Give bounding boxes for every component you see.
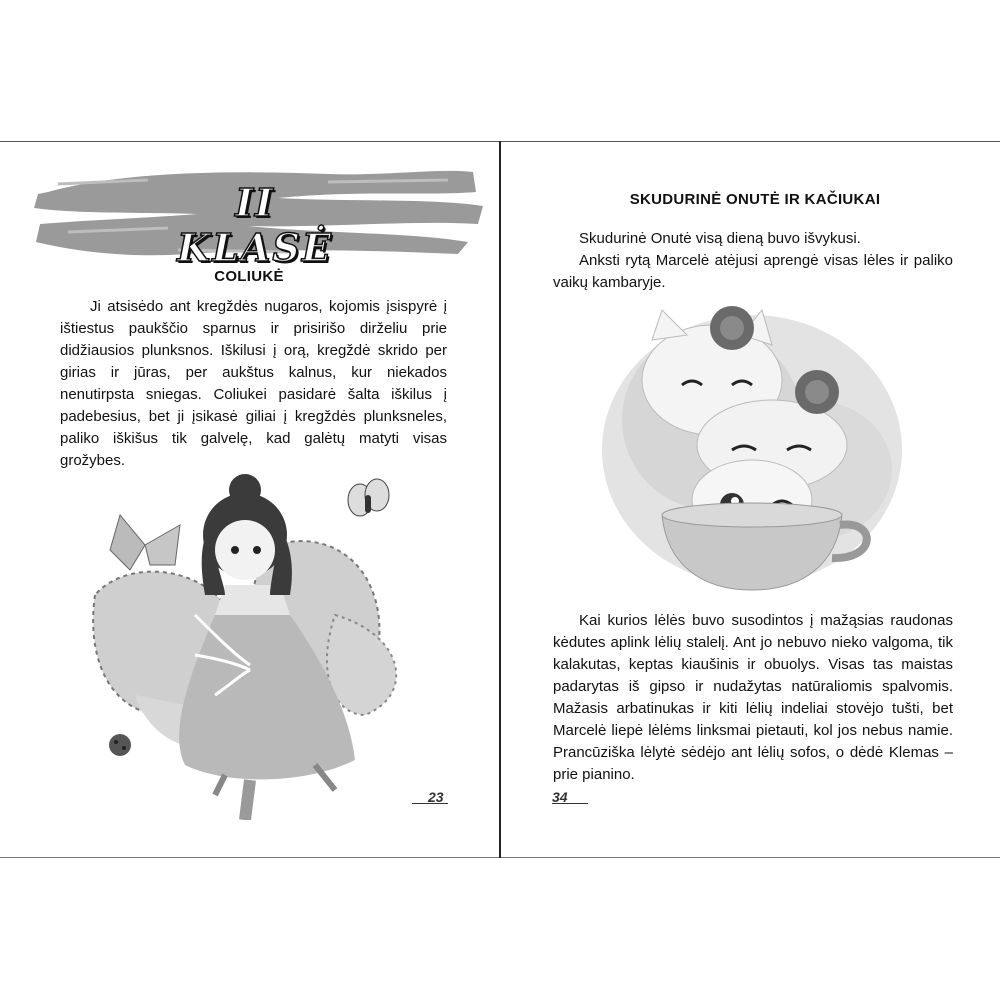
page-number-left: 23	[428, 789, 444, 805]
page-number-rule-right	[552, 803, 588, 804]
fairy-girl-illustration	[75, 465, 420, 820]
story-paragraph: Ji atsisėdo ant kregždės nugaros, kojomis įsispyrė į ištiestus paukščio sparnus ir prisirišo dirželiu prie didžiausios plunksnos. Iškilusi į orą, kregždė skrido per girias ir jūras, per aukštus kalnus, kur niekados nenutirpsta sniegas. Coliukei pasidarė šalta iškilus į padebesius, bet ji įsikasė giliai į kregždės plunksneles, paliko iškišus tik galvelę, kad galėtų matyti visas grožybes.	[60, 298, 447, 469]
kittens-in-cup-illustration	[592, 300, 908, 600]
story-paragraph-1: Skudurinė Onutė visą dieną buvo išvykusi.	[579, 230, 861, 247]
grade-title: II KLASĖ	[177, 180, 333, 270]
story-paragraph-2: Anksti rytą Marcelė atėjusi aprengė visas lėles ir paliko vaikų kambaryje.	[553, 252, 953, 291]
page-number-rule-left	[412, 803, 448, 804]
story-title-right: SKUDURINĖ ONUTĖ IR KAČIUKAI	[629, 191, 881, 208]
story-title: COLIUKĖ	[214, 268, 284, 285]
story-paragraph-3: Kai kurios lėlės buvo susodintos į mažąsias raudonas kėdutes aplink lėlių stalelį. Ant jo nebuvo nieko valgoma, tik kalakutas, keptas kiaušinis ir obuolys. Visas tas maistas padarytas iš gipso ir nudažytas natūraliomis spalvomis. Mažasis arbatinukas ir kiti lėlių indeliai stovėjo tušti, bet Marcelė liepė lėlėms linksmai pietauti, kol jos nebus namie. Prancūziška lėlytė sėdėjo ant lėlių sofos, o dėdė Klemas – prie pianino.	[553, 612, 953, 783]
book-spine	[499, 141, 501, 858]
page-number-right: 34	[552, 789, 568, 805]
